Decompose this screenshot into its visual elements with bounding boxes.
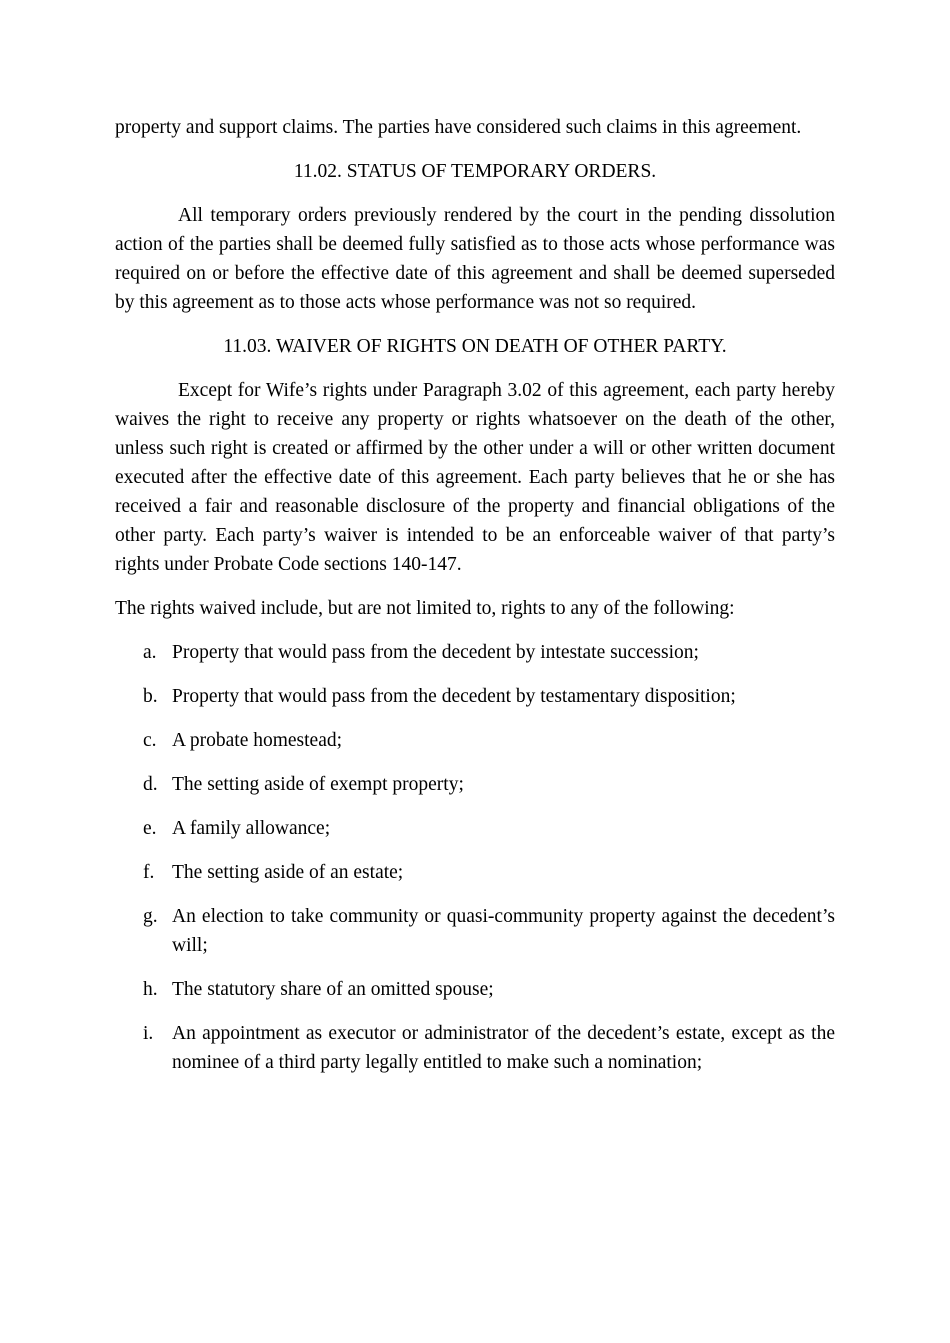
list-item-text: A family allowance; <box>172 818 331 839</box>
list-item-text: An election to take community or quasi-community property against the decedent’s will; <box>172 906 835 956</box>
section-body-11-02: All temporary orders previously rendered by the court in the pending dissolution action of the parties shall be deemed fully satisfied as to those acts whose performance was required on or before the effective date of this agreement and shall be deemed superseded by this agreement as to those acts whose performance was not so required. <box>115 205 835 313</box>
list-item <box>115 726 835 755</box>
list-marker: b. <box>143 686 158 707</box>
rights-list <box>115 638 835 1077</box>
list-item-text: The setting aside of exempt property; <box>172 774 464 795</box>
list-item <box>115 1019 835 1077</box>
list-item-text: An appointment as executor or administrator of the decedent’s estate, except as the nominee of a third party legally entitled to make such a nomination; <box>172 1023 835 1073</box>
list-marker: f. <box>143 862 155 883</box>
list-marker: c. <box>143 730 157 751</box>
list-item <box>115 682 835 711</box>
list-item-text: Property that would pass from the decedent by testamentary disposition; <box>172 686 736 707</box>
list-item <box>115 902 835 960</box>
section-heading-11-02: 11.02. STATUS OF TEMPORARY ORDERS. <box>293 161 657 182</box>
list-item <box>115 770 835 799</box>
list-item <box>115 975 835 1004</box>
list-item-text: The statutory share of an omitted spouse; <box>172 979 494 1000</box>
list-item <box>115 638 835 667</box>
document-page <box>115 113 835 1092</box>
list-item-text: Property that would pass from the decedent by intestate succession; <box>172 642 699 663</box>
section-heading-11-03: 11.03. WAIVER OF RIGHTS ON DEATH OF OTHER PARTY. <box>223 336 727 357</box>
list-marker: a. <box>143 642 157 663</box>
list-item <box>115 814 835 843</box>
list-marker: g. <box>143 906 158 927</box>
section-body-11-03: Except for Wife’s rights under Paragraph 3.02 of this agreement, each party hereby waives the right to receive any property or rights whatsoever on the death of the other, unless such right is created or affirmed by the other under a will or other written document executed after the effective date of this agreement. Each party believes that he or she has received a fair and reasonable disclosure of the property and financial obligations of the other party. Each party’s waiver is intended to be an enforceable waiver of that party’s rights under Probate Code sections 140-147. <box>115 380 835 575</box>
rights-list-intro: The rights waived include, but are not limited to, rights to any of the following: <box>115 598 735 619</box>
list-marker: d. <box>143 774 158 795</box>
list-item <box>115 858 835 887</box>
opening-paragraph: property and support claims. The parties have considered such claims in this agreement. <box>115 117 802 138</box>
list-marker: e. <box>143 818 157 839</box>
list-marker: i. <box>143 1023 154 1044</box>
list-marker: h. <box>143 979 158 1000</box>
list-item-text: A probate homestead; <box>172 730 343 751</box>
list-item-text: The setting aside of an estate; <box>172 862 404 883</box>
